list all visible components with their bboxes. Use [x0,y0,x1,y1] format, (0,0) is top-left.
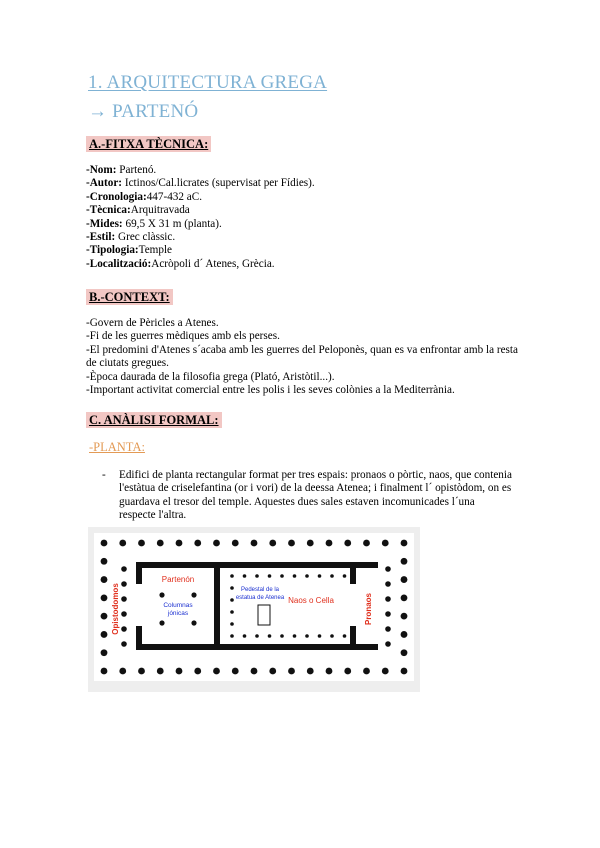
fitxa-row-tecnica: -Tècnica:Arquitravada [86,204,190,217]
column-dot [305,574,309,578]
fitxa-row-localitzacio: -Localització:Acròpoli d´ Atenes, Grècia. [86,257,275,270]
page-title: 1. ARQUITECTURA GREGA [88,72,328,93]
column-dot [138,540,145,547]
column-dot [401,631,408,638]
cross-wall [214,562,220,650]
parthenon-floor-plan [88,527,420,692]
column-dot [255,634,259,638]
column-dot [101,631,108,638]
column-dot [280,634,284,638]
column-dot [326,540,333,547]
column-dot [307,668,314,675]
fitxa-row-cronologia: -Cronologia:447-432 aC. [86,190,203,203]
column-dot [230,622,234,626]
column-dot [318,634,322,638]
column-dot [213,668,220,675]
column-dot [363,540,370,547]
column-dot [101,558,108,565]
column-dot [121,611,127,617]
context-line: -Important activitat comercial entre les polis i les seves colònies a la Mediterrània. [86,384,455,397]
fitxa-row-autor: -Autor: Ictinos/Cal.licrates (supervisat per Fídies). [86,177,315,190]
sub-heading-planta: -PLANTA: [89,440,145,454]
fitxa-row-nom: -Nom: Partenó. [86,164,157,176]
fitxa-row-tipologia: -Tipologia:Temple [86,244,173,257]
column-dot [330,634,334,638]
planta-description: Edifici de planta rectangular format per tres espais: pronaos o pòrtic, naos, que contenia l'estàtua de criselefantina (or i vori) de la deessa Atenea; i finalment l´ opistòdom, on es guardava el tresor del temple. Aquestes dues sales estaven incomunicades l´una respecte l'altra. [119,469,512,522]
column-dot [293,574,297,578]
column-dot [121,641,127,647]
column-dot [121,581,127,587]
label-partenon: Partenón [161,575,195,584]
column-dot [232,668,239,675]
fitxa-list [86,164,526,271]
column-dot [326,668,333,675]
column-dot [385,581,391,587]
wall-pronaos-top [350,562,356,584]
fitxa-row-mides: -Mides: 69,5 X 31 m (planta). [86,217,222,230]
column-dot [159,592,164,597]
label-columnas-2: jónicas [167,610,189,617]
column-dot [138,668,145,675]
column-dot [243,574,247,578]
column-dot [251,668,258,675]
section-heading-analisi: C. ANÀLISI FORMAL: [86,412,222,428]
column-dot [268,634,272,638]
column-dot [119,540,126,547]
label-pedestal-2: estatua de Atenea [235,595,285,601]
column-dot [401,540,408,547]
column-dot [401,576,408,583]
column-dot [101,649,108,656]
wall-pronaos-bottom [350,626,356,650]
column-dot [191,620,196,625]
column-dot [382,668,389,675]
column-dot [401,649,408,656]
column-dot [280,574,284,578]
column-dot [307,540,314,547]
column-dot [401,558,408,565]
column-dot [194,668,201,675]
column-dot [255,574,259,578]
wall-opistodomos-bottom [136,626,142,650]
context-line: -Època daurada de la filosofia grega (Plató, Aristòtil...). [86,370,335,383]
column-dot [176,540,183,547]
column-dot [157,668,164,675]
column-dot [385,641,391,647]
bullet-dash: - [102,469,106,481]
column-dot [344,540,351,547]
fitxa-row-estil: -Estil: Grec clàssic. [86,231,176,244]
column-dot [121,626,127,632]
context-line: -Govern de Pèricles a Atenes. [86,317,219,329]
column-dot [176,668,183,675]
column-dot [119,668,126,675]
label-opistodomos: Opistodomos [111,583,120,635]
context-list [86,317,526,397]
section-heading-fitxa: A.-FITXA TÈCNICA: [86,136,211,152]
column-dot [121,566,127,572]
cella-wall-top [136,562,378,568]
column-dot [230,610,234,614]
column-dot [269,668,276,675]
label-columnas-1: Columnas [163,602,193,609]
page-subtitle: → PARTENÓ [88,101,199,122]
column-dot [385,596,391,602]
column-dot [318,574,322,578]
column-dot [343,634,347,638]
column-dot [385,611,391,617]
label-naos: Naos o Cella [288,596,334,605]
column-dot [288,540,295,547]
column-dot [121,596,127,602]
column-dot [251,540,258,547]
column-dot [101,594,108,601]
cella-wall-bottom [136,644,378,650]
column-dot [230,598,234,602]
column-dot [101,613,108,620]
column-dot [194,540,201,547]
column-dot [159,620,164,625]
context-line: -El predomini d'Atenes s´acaba amb les guerres del Peloponès, quan es va enfrontar amb la resta de ciutats gregues. [86,343,518,370]
column-dot [288,668,295,675]
column-dot [101,668,108,675]
column-dot [344,668,351,675]
column-dot [269,540,276,547]
column-dot [382,540,389,547]
column-dot [401,613,408,620]
column-dot [343,574,347,578]
column-dot [191,592,196,597]
column-dot [101,540,108,547]
context-line: -Fi de les guerres mèdiques amb els perses. [86,330,280,343]
column-dot [385,626,391,632]
column-dot [230,574,234,578]
column-dot [363,668,370,675]
column-dot [330,574,334,578]
column-dot [232,540,239,547]
label-pedestal-1: Pedestal de la [240,587,280,593]
column-dot [101,576,108,583]
column-dot [230,586,234,590]
column-dot [293,634,297,638]
column-dot [243,634,247,638]
column-dot [230,634,234,638]
column-dot [385,566,391,572]
column-dot [401,594,408,601]
section-heading-context: B.-CONTEXT: [86,289,173,305]
floor-plan-diagram [88,527,420,692]
column-dot [213,540,220,547]
column-dot [401,668,408,675]
label-pronaos: Pronaos [364,592,373,626]
wall-opistodomos-top [136,562,142,584]
column-dot [157,540,164,547]
column-dot [268,574,272,578]
column-dot [305,634,309,638]
